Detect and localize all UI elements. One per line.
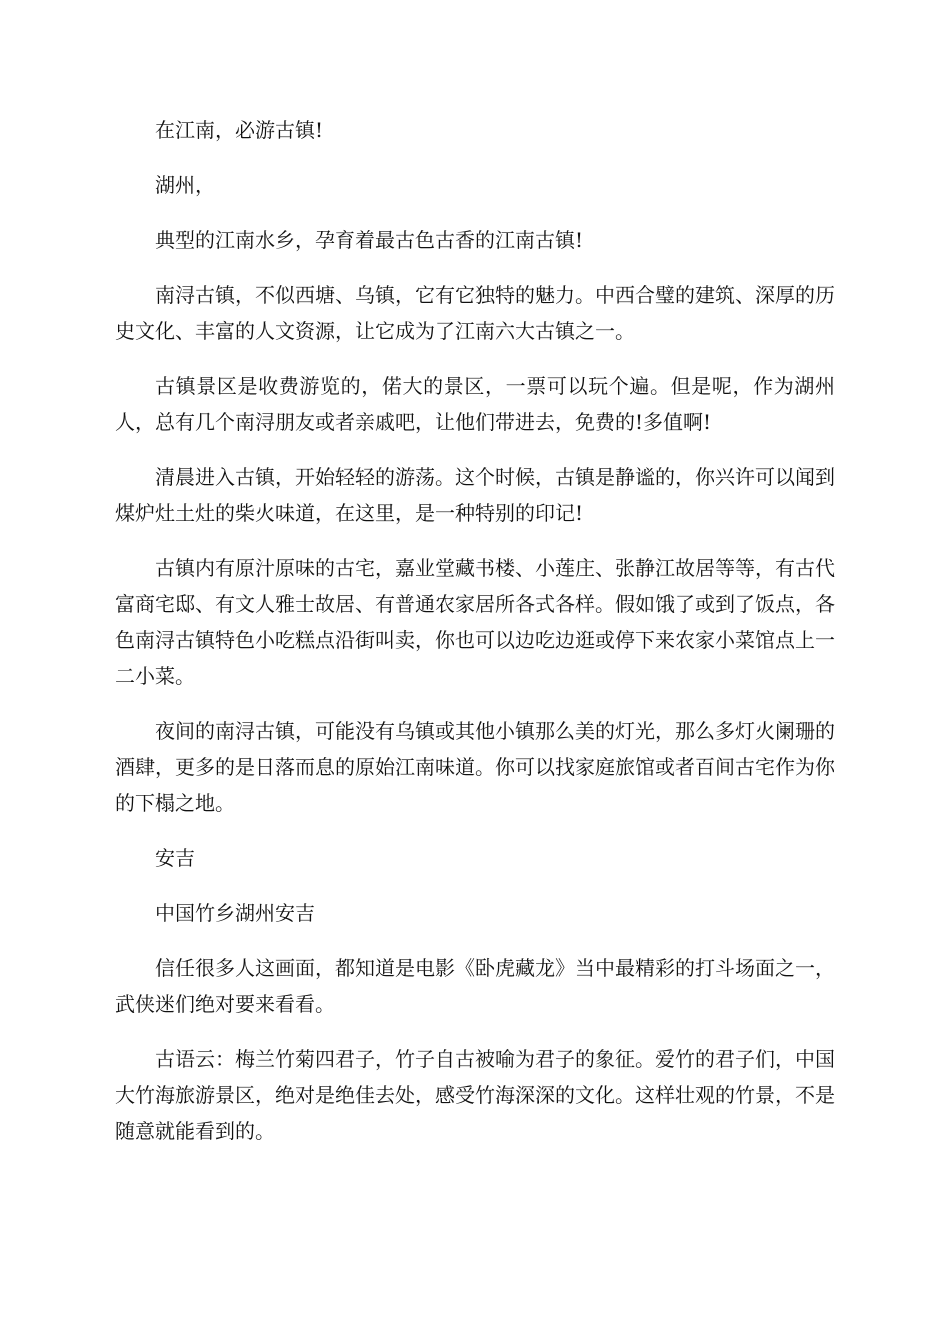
paragraph: 古镇景区是收费游览的，偌大的景区，一票可以玩个遍。但是呢，作为湖州人，总有几个南浔朋友或者亲戚吧，让他们带进去，免费的!多值啊! — [115, 374, 835, 434]
paragraph: 在江南，必游古镇! — [155, 118, 324, 142]
paragraph: 夜间的南浔古镇，可能没有乌镇或其他小镇那么美的灯光，那么多灯火阑珊的酒肆，更多的是日落而息的原始江南味道。你可以找家庭旅馆或者百间古宅作为你的下榻之地。 — [115, 719, 835, 815]
paragraph: 南浔古镇，不似西塘、乌镇，它有它独特的魅力。中西合璧的建筑、深厚的历史文化、丰富的人文资源，让它成为了江南六大古镇之一。 — [115, 283, 835, 343]
paragraph: 古镇内有原汁原味的古宅，嘉业堂藏书楼、小莲庄、张静江故居等等，有古代富商宅邸、有文人雅士故居、有普通农家居所各式各样。假如饿了或到了饭点，各色南浔古镇特色小吃糕点沿街叫卖，你也可以边吃边逛或停下来农家小菜馆点上一二小菜。 — [115, 556, 835, 688]
paragraph: 清晨进入古镇，开始轻轻的游荡。这个时候，古镇是静谧的，你兴许可以闻到煤炉灶土灶的柴火味道，在这里，是一种特别的印记! — [115, 465, 835, 525]
paragraph: 中国竹乡湖州安吉 — [155, 901, 315, 925]
section-heading-anji: 安吉 — [155, 846, 195, 870]
document-body — [115, 112, 835, 1168]
paragraph: 湖州， — [155, 173, 215, 197]
paragraph: 信任很多人这画面，都知道是电影《卧虎藏龙》当中最精彩的打斗场面之一，武侠迷们绝对要来看看。 — [115, 956, 835, 1016]
paragraph: 典型的江南水乡，孕育着最古色古香的江南古镇! — [155, 228, 584, 252]
paragraph: 古语云：梅兰竹菊四君子，竹子自古被喻为君子的象征。爱竹的君子们，中国大竹海旅游景区，绝对是绝佳去处，感受竹海深深的文化。这样壮观的竹景，不是随意就能看到的。 — [115, 1047, 835, 1143]
